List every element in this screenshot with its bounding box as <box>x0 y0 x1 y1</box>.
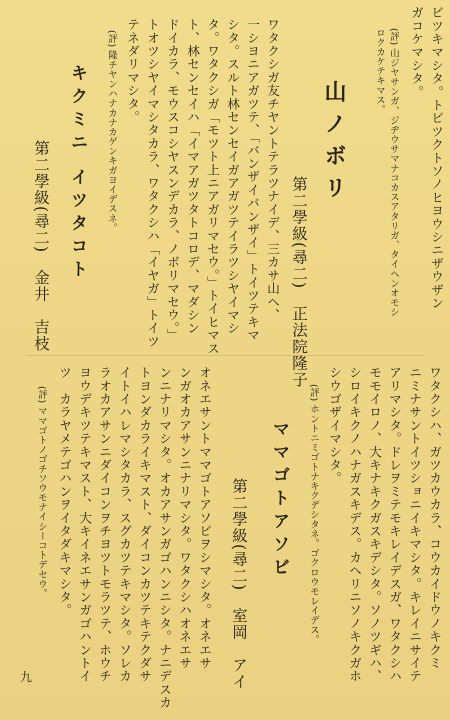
poem-author-kikumini: 第二學級(尋二) 金井 吉枝 <box>32 140 50 353</box>
kikumi-line-1: ワタクシハ、ガツカウカラ、コウカイドウノキクミ <box>427 366 442 670</box>
continuation-note-1: (評) 山ジヤサンガ、ジヂウサマナコカスアタリガ、タイヘンオモシ <box>388 28 399 318</box>
yamanobori-line-3: シタ。スルト林センセイガアガツテイラツシヤイマシ <box>225 18 240 335</box>
continuation-line-2: ガコケマシタ。 <box>409 6 424 99</box>
mamagoto-line-3: ンニナリマシタ。オカアサンガゴハンニシタ。ナニデスカ <box>157 366 172 710</box>
yamanobori-line-1: ワタクシガ友チヤントテラツナイデ、三カサ山ヘ、 <box>265 18 280 322</box>
poem-author-yamanobori: 第二學級(尋二) 正法院隆子 <box>290 176 308 389</box>
yamanobori-line-2: 一シヨニアガツテ、「バンザイバンザイ」トイツテキマ <box>245 18 260 342</box>
yamanobori-line-5: ト、林センセイハ「イマアガツタトコロデ、マダシン <box>185 18 200 335</box>
mamagoto-line-4: トヨンダカライキマスト、ダイコンカツテキテクダサ <box>137 366 152 683</box>
continuation-note-2: ロクカケテキマス。 <box>374 28 385 115</box>
poem-author-mamagoto: 第二學級(尋二) 室岡 アイ <box>230 478 248 691</box>
kikumi-note: (評) ホントニミゴトナキクデシタネ。ゴクロウモレイデス。 <box>308 384 319 645</box>
yamanobori-line-6: ドイカラ、モウスコシヤスンデカラ、ノボリマセウ。」 <box>165 18 180 342</box>
page-number: 九 <box>20 670 33 684</box>
mamagoto-line-7: ヨウデキツテキマスト、大キイネエサンガゴハントイ <box>77 366 92 683</box>
continuation-line-1: ビツキマシタ。トビツクトソノヒヨウシニザウザン <box>429 6 444 310</box>
yamanobori-line-7: トオツシヤイマシタカラ、ワタクシハ「イヤガ」トイツ <box>145 18 160 348</box>
mamagoto-line-1: オネエサントママゴトアソビヲシマシタ。オネエサ <box>197 366 212 670</box>
mamagoto-line-2: ンガオカアサンニナリマシタ。ワタクシハオネエサ <box>177 366 192 670</box>
poem-title-yamanobori: 山ノボリ <box>321 80 347 208</box>
yamanobori-line-4: タ。ワタクシガ「モツト上ニアガリマセウ。」トイヒマス <box>205 18 220 355</box>
section-divider <box>26 355 424 356</box>
mamagoto-line-8: ツ カラヤメテゴハンヲイタダキマシタ。 <box>57 366 72 617</box>
yamanobori-line-8: テネダリマシタ。 <box>125 18 140 124</box>
kikumi-line-5: シロイキクノハナガスキデス。カヘリニソノキクガホ <box>347 366 362 683</box>
kikumi-line-6: シウゴザイマシタ。 <box>327 366 342 485</box>
poem-title-mamagoto: ママゴトアソビ <box>269 420 289 581</box>
mamagoto-note: (評) ママゴトノゴチソウモナイシーコトデセウ。 <box>36 386 47 599</box>
kikumi-line-4: モモイロノ、大キナキクガスキデシタ。ソノツギハ、 <box>367 366 382 683</box>
yamanobori-note: (評) 隆チヤンハナカナカゲンキガヨイデスネ。 <box>106 30 117 233</box>
kikumi-line-2: ニミナサントイツショニイキマシタ。キレイニサイテ <box>407 366 422 683</box>
mamagoto-line-5: イトイハレマシタカラ、スグカツテキマシタ。ソレカ <box>117 366 132 683</box>
poem-title-kikumini: キクミニ イツタコト <box>67 64 87 283</box>
kikumi-line-3: アリマシタ。ドレヲミテモキレイデスガ、ワタクシハ <box>387 366 402 683</box>
mamagoto-line-6: ラオカアサンニダイコンヲチヨツトモラツテ、ホウチ <box>97 366 112 683</box>
